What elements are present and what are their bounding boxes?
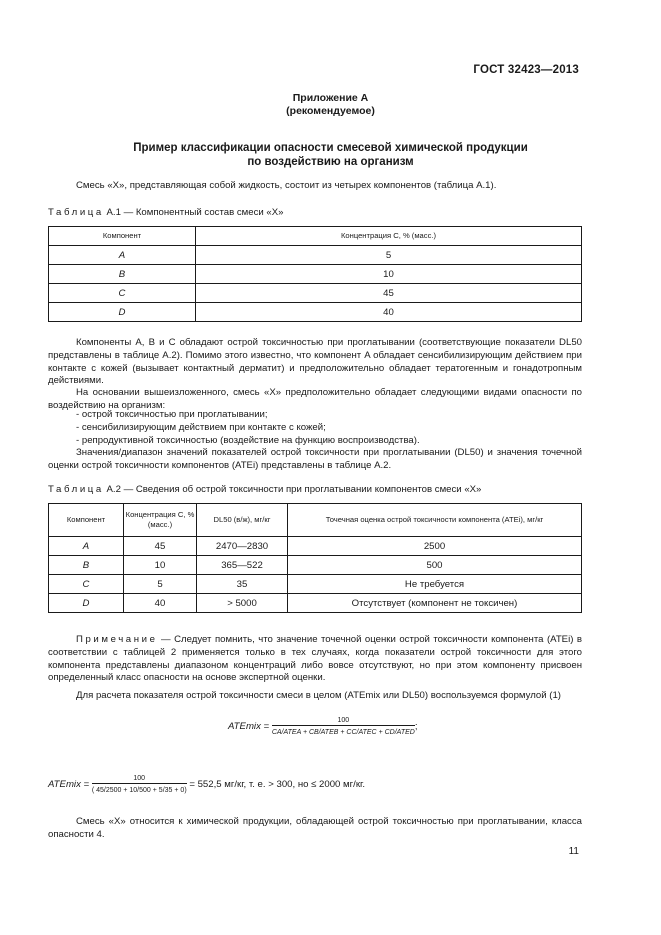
page-number: 11 xyxy=(568,846,579,857)
paragraph-formula-intro: Для расчета показателя острой токсичности смеси в целом (ATEmix или DL50) воспользуемся формулой (1) xyxy=(76,690,561,701)
cell: 2470—2830 xyxy=(197,537,288,556)
cell: 45 xyxy=(196,284,582,303)
cell: Отсутствует (компонент не токсичен) xyxy=(288,594,582,613)
cell: B xyxy=(49,265,196,284)
formula-term: 5/35 xyxy=(158,787,173,794)
table-row xyxy=(49,537,582,556)
cell: 365—522 xyxy=(197,556,288,575)
cell: 35 xyxy=(197,575,288,594)
appendix-status: (рекомендуемое) xyxy=(286,105,375,117)
table1-caption xyxy=(48,207,283,218)
cell: D xyxy=(49,303,196,322)
cell: A xyxy=(49,246,196,265)
cell: 40 xyxy=(124,594,197,613)
formula-term: 0 xyxy=(180,787,185,794)
appendix-label: Приложение А xyxy=(292,92,369,104)
column-header: DL50 (в/ж), мг/кг xyxy=(197,504,288,537)
cell: 5 xyxy=(124,575,197,594)
formula-denominator: ( 45/2500 + 10/500 + 5/35 + 0) xyxy=(91,787,187,794)
formula-term: CD/ATED xyxy=(384,729,415,736)
cell: 500 xyxy=(288,556,582,575)
title-line-2: по воздействию на организм xyxy=(247,156,414,168)
formula-denominator: CA/ATEA + CB/ATEB + CC/ATEC + CD/ATED xyxy=(271,729,415,736)
column-header: Точечная оценка острой токсичности компонента (ATEi), мг/кг xyxy=(288,504,582,537)
formula-2 xyxy=(48,774,365,795)
list-item: - сенсибилизирующим действием при контакте с кожей; xyxy=(76,421,326,433)
formula-result: = 552,5 мг/кг, т. е. > 300, но ≤ 2000 мг/кг. xyxy=(189,779,366,790)
note-label: Примечание xyxy=(76,634,158,645)
formula-term: CB/ATEB xyxy=(308,729,339,736)
column-header: Концентрация C, % (масс.) xyxy=(196,227,582,246)
formula-lhs: ATEmix = xyxy=(48,779,90,790)
cell: B xyxy=(49,556,124,575)
table1-caption-prefix: Таблица xyxy=(48,207,104,218)
conclusion-paragraph: Смесь «X» относится к химической продукции, обладающей острой токсичностью при проглатывании, класса опасности 4. xyxy=(48,816,582,840)
toxicity-table xyxy=(48,503,582,613)
standard-number: ГОСТ 32423—2013 xyxy=(473,64,579,76)
formula-term: CA/ATEA xyxy=(271,729,301,736)
table-header-row xyxy=(49,227,582,246)
table2-caption-prefix: Таблица xyxy=(48,484,104,495)
formula-term: 45/2500 xyxy=(96,787,122,794)
note-text: — Следует помнить, что значение точечной оценки острой токсичности компонента (ATEi) в соответствии с таблицей 2 применяется только в тех случаях, когда показатели острой токсичности для этого компонента представлены диапазоном концентраций либо вовсе отсутствуют, но при этом компоненту присвоен определенный класс опасности на основе экспертной оценки. xyxy=(48,634,582,684)
table-row xyxy=(49,246,582,265)
formula-fraction xyxy=(92,774,187,795)
formula-term: CC/ATEC xyxy=(346,729,377,736)
paragraph-components: Компоненты A, B и C обладают острой токсичностью при проглатывании (соответствующие показатели DL50 представлены в таблице А.2). Помимо этого известно, что компонент A обладает сенсибилизирующим действием при контакте с кожей (вызывает контактный дерматит) и предположительно обладает тератогенным и гонадотропным действиями. xyxy=(48,337,582,387)
table-row xyxy=(49,594,582,613)
formula-lhs: ATEmix = xyxy=(228,721,270,732)
intro-paragraph: Смесь «X», представляющая собой жидкость, состоит из четырех компонентов (таблица А.1). xyxy=(76,180,497,191)
column-header: Концентрация C, % (масс.) xyxy=(124,504,197,537)
composition-table xyxy=(48,226,582,322)
cell: 10 xyxy=(124,556,197,575)
cell: 5 xyxy=(196,246,582,265)
formula-numerator: 100 xyxy=(272,716,415,726)
cell: 40 xyxy=(196,303,582,322)
table-row xyxy=(49,556,582,575)
appendix-heading xyxy=(0,92,661,118)
formula-term: 10/500 xyxy=(129,787,151,794)
paragraph-hazards: На основании вышеизложенного, смесь «X» предположительно обладает следующими видами опасности по воздействию на организм: xyxy=(48,387,582,411)
formula-numerator: 100 xyxy=(92,774,187,784)
table-row xyxy=(49,284,582,303)
formula-1 xyxy=(228,716,418,737)
formula-fraction xyxy=(272,716,415,737)
paragraph-values: Значения/диапазон значений показателей острой токсичности при проглатывании (DL50) и значения точечной оценки острой токсичности компонентов (ATEi) представлены в таблице А.2. xyxy=(48,447,582,471)
cell: A xyxy=(49,537,124,556)
column-header: Компонент xyxy=(49,504,124,537)
column-header: Компонент xyxy=(49,227,196,246)
cell: 2500 xyxy=(288,537,582,556)
cell: Не требуется xyxy=(288,575,582,594)
table-row xyxy=(49,303,582,322)
table2-caption-text: А.2 — Сведения об острой токсичности при проглатывании компонентов смеси «X» xyxy=(106,484,482,495)
page-title xyxy=(0,141,661,169)
cell: 45 xyxy=(124,537,197,556)
cell: D xyxy=(49,594,124,613)
table-row xyxy=(49,265,582,284)
list-item: - острой токсичностью при проглатывании; xyxy=(76,409,268,420)
table2-caption xyxy=(48,484,481,495)
cell: 10 xyxy=(196,265,582,284)
title-line-1: Пример классификации опасности смесевой химической продукции xyxy=(133,142,528,154)
formula-tail: ; xyxy=(414,721,418,732)
cell: > 5000 xyxy=(197,594,288,613)
note-paragraph xyxy=(48,634,582,685)
list-item: - репродуктивной токсичностью (воздействие на функцию воспроизводства). xyxy=(76,434,420,446)
table-row xyxy=(49,575,582,594)
table1-caption-text: А.1 — Компонентный состав смеси «X» xyxy=(106,207,284,218)
cell: C xyxy=(49,284,196,303)
cell: C xyxy=(49,575,124,594)
hazard-list xyxy=(48,409,582,447)
table-header-row xyxy=(49,504,582,537)
